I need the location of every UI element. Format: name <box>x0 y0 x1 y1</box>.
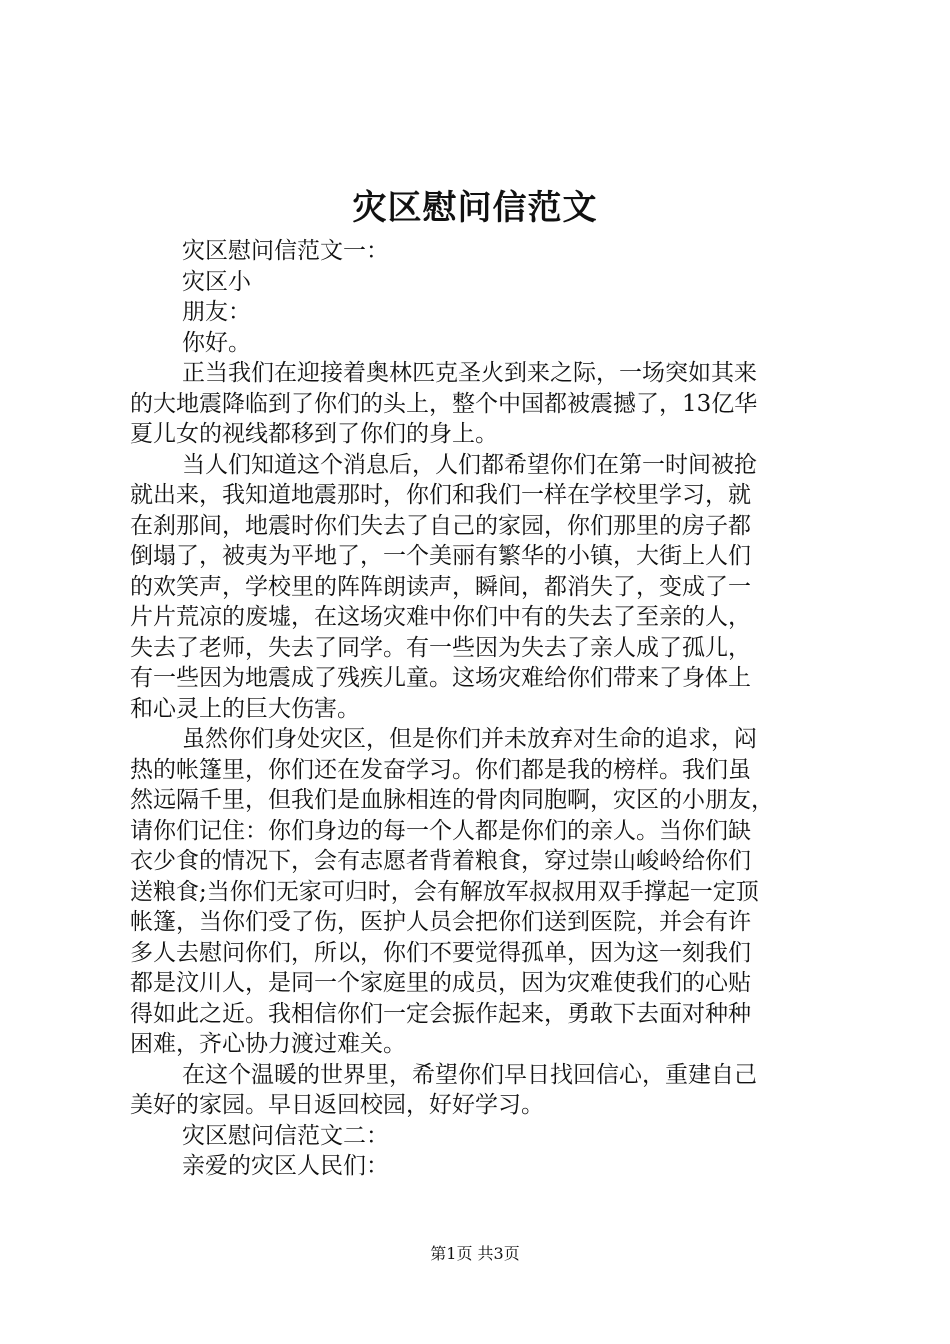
text-line: 然远隔千里，但我们是血脉相连的骨肉同胞啊，灾区的小朋友， <box>130 787 774 813</box>
text-line: 灾区慰问信范文二： <box>182 1122 389 1149</box>
document-title: 灾区慰问信范文 <box>352 188 598 228</box>
text-line: 都是汶川人，是同一个家庭里的成员，因为灾难使我们的心贴 <box>130 970 751 996</box>
text-line: 的大地震降临到了你们的头上，整个中国都被震撼了，13亿华 <box>130 390 758 417</box>
text-line: 有一些因为地震成了残疾儿童。这场灾难给你们带来了身体上 <box>130 665 751 691</box>
text-line: 请你们记住：你们身边的每一个人都是你们的亲人。当你们缺 <box>130 817 751 844</box>
text-line: 和心灵上的巨大伤害。 <box>130 695 360 722</box>
text-line: 夏儿女的视线都移到了你们的身上。 <box>130 421 498 447</box>
text-line: 衣少食的情况下，会有志愿者背着粮食，穿过崇山峻岭给你们 <box>130 848 751 874</box>
text-line: 在刹那间，地震时你们失去了自己的家园，你们那里的房子都 <box>130 512 751 539</box>
text-line: 失去了老师，失去了同学。有一些因为失去了亲人成了孤儿， <box>130 634 751 661</box>
text-line: 就出来，我知道地震那时，你们和我们一样在学校里学习，就 <box>130 482 751 508</box>
text-line: 倒塌了，被夷为平地了，一个美丽有繁华的小镇，大街上人们 <box>130 543 751 569</box>
text-line: 灾区慰问信范文一： <box>182 238 389 264</box>
document-body <box>130 236 830 1182</box>
text-line: 的欢笑声，学校里的阵阵朗读声，瞬间，都消失了，变成了一 <box>130 573 751 600</box>
text-line: 在这个温暖的世界里，希望你们早日找回信心，重建自己 <box>182 1061 757 1088</box>
text-line: 送粮食;当你们无家可归时，会有解放军叔叔用双手撑起一定顶 <box>130 878 759 905</box>
text-line: 当人们知道这个消息后，人们都希望你们在第一时间被抢 <box>182 451 757 478</box>
text-line: 灾区小 <box>182 268 251 295</box>
text-line: 得如此之近。我相信你们一定会振作起来，勇敢下去面对种种 <box>130 1000 751 1027</box>
text-line: 亲爱的灾区人民们： <box>182 1153 389 1179</box>
text-line: 帐篷，当你们受了伤，医护人员会把你们送到医院，并会有许 <box>130 909 751 935</box>
page-footer: 第1页 共3页 <box>430 1244 520 1263</box>
text-line: 你好。 <box>182 329 251 356</box>
text-line: 热的帐篷里，你们还在发奋学习。你们都是我的榜样。我们虽 <box>130 756 751 783</box>
text-line: 虽然你们身处灾区，但是你们并未放弃对生命的追求，闷 <box>182 726 757 752</box>
text-line: 多人去慰问你们，所以，你们不要觉得孤单，因为这一刻我们 <box>130 939 751 966</box>
text-line: 困难，齐心协力渡过难关。 <box>130 1031 406 1057</box>
text-line: 美好的家园。早日返回校园，好好学习。 <box>130 1092 544 1118</box>
text-line: 片片荒凉的废墟，在这场灾难中你们中有的失去了至亲的人， <box>130 604 751 630</box>
text-line: 朋友： <box>182 299 251 325</box>
text-line: 正当我们在迎接着奥林匹克圣火到来之际，一场突如其来 <box>182 360 757 386</box>
